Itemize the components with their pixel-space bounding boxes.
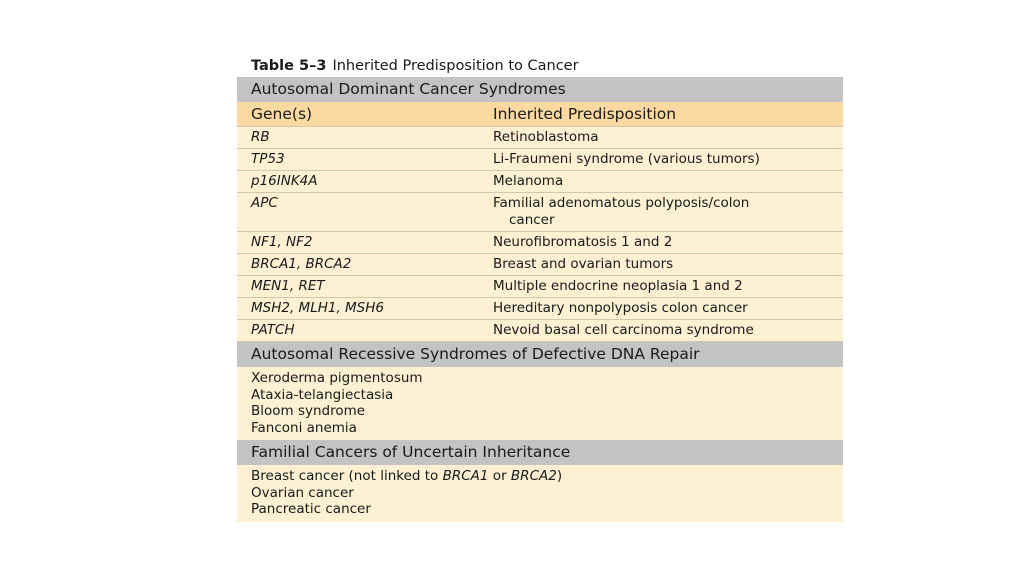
list-item: Ovarian cancer bbox=[251, 484, 354, 501]
section-header-autosomal-dominant: Autosomal Dominant Cancer Syndromes bbox=[237, 77, 843, 102]
table-caption bbox=[237, 56, 843, 77]
list-item bbox=[251, 468, 843, 485]
list-item: Bloom syndrome bbox=[251, 403, 366, 419]
column-header-row bbox=[237, 102, 843, 127]
predisposition-cell: Breast and ovarian tumors bbox=[493, 256, 674, 272]
cancer-predisposition-table bbox=[237, 56, 843, 522]
predisposition-cell: Multiple endocrine neoplasia 1 and 2 bbox=[493, 278, 743, 294]
table-row bbox=[237, 276, 843, 298]
gene-cell: RB bbox=[251, 129, 270, 145]
gene-cell: MSH2, MLH1, MSH6 bbox=[251, 300, 384, 316]
predisposition-cell: Li-Fraumeni syndrome (various tumors) bbox=[493, 151, 760, 167]
section-header-autosomal-recessive: Autosomal Recessive Syndromes of Defective DNA Repair bbox=[237, 342, 843, 367]
table-row bbox=[237, 127, 843, 149]
list-item: Pancreatic cancer bbox=[251, 501, 371, 517]
familial-cancer-list bbox=[237, 465, 843, 522]
table-row bbox=[237, 149, 843, 171]
gene-cell: MEN1, RET bbox=[251, 278, 325, 294]
table-row bbox=[237, 171, 843, 193]
list-item: Fanconi anemia bbox=[251, 419, 357, 436]
gene-name: BRCA2 bbox=[510, 468, 557, 484]
predisposition-cell: Hereditary nonpolyposis colon cancer bbox=[493, 300, 748, 316]
gene-cell: PATCH bbox=[251, 322, 295, 338]
table-row bbox=[237, 254, 843, 276]
gene-cell: TP53 bbox=[251, 151, 285, 167]
section-header-familial-cancers: Familial Cancers of Uncertain Inheritance bbox=[237, 440, 843, 465]
predisposition-cell: Neurofibromatosis 1 and 2 bbox=[493, 234, 673, 250]
list-item: Xeroderma pigmentosum bbox=[251, 370, 423, 386]
list-item: Ataxia-telangiectasia bbox=[251, 386, 394, 403]
table-number: Table 5–3 bbox=[251, 58, 327, 74]
gene-name: BRCA1 bbox=[442, 468, 489, 484]
gene-cell: APC bbox=[251, 195, 278, 211]
column-header-predisposition: Inherited Predisposition bbox=[493, 105, 677, 123]
table-row bbox=[237, 232, 843, 254]
table-row bbox=[237, 193, 843, 232]
item-text: ) bbox=[556, 468, 563, 484]
recessive-syndrome-list bbox=[237, 367, 843, 440]
predisposition-line: Familial adenomatous polyposis/colon bbox=[493, 195, 750, 211]
gene-cell: BRCA1, BRCA2 bbox=[251, 256, 352, 272]
gene-cell: p16INK4A bbox=[251, 173, 318, 189]
table-row bbox=[237, 298, 843, 320]
item-text: or bbox=[488, 468, 511, 484]
predisposition-cell bbox=[493, 193, 843, 231]
predisposition-cell: Nevoid basal cell carcinoma syndrome bbox=[493, 322, 754, 338]
predisposition-cell: Retinoblastoma bbox=[493, 129, 599, 145]
gene-cell: NF1, NF2 bbox=[251, 234, 313, 250]
table-row bbox=[237, 320, 843, 342]
predisposition-continuation: cancer bbox=[509, 212, 555, 228]
predisposition-cell: Melanoma bbox=[493, 173, 564, 189]
column-header-genes: Gene(s) bbox=[251, 105, 313, 123]
table-title: Inherited Predisposition to Cancer bbox=[332, 58, 579, 74]
item-text: Breast cancer (not linked to bbox=[251, 468, 443, 484]
